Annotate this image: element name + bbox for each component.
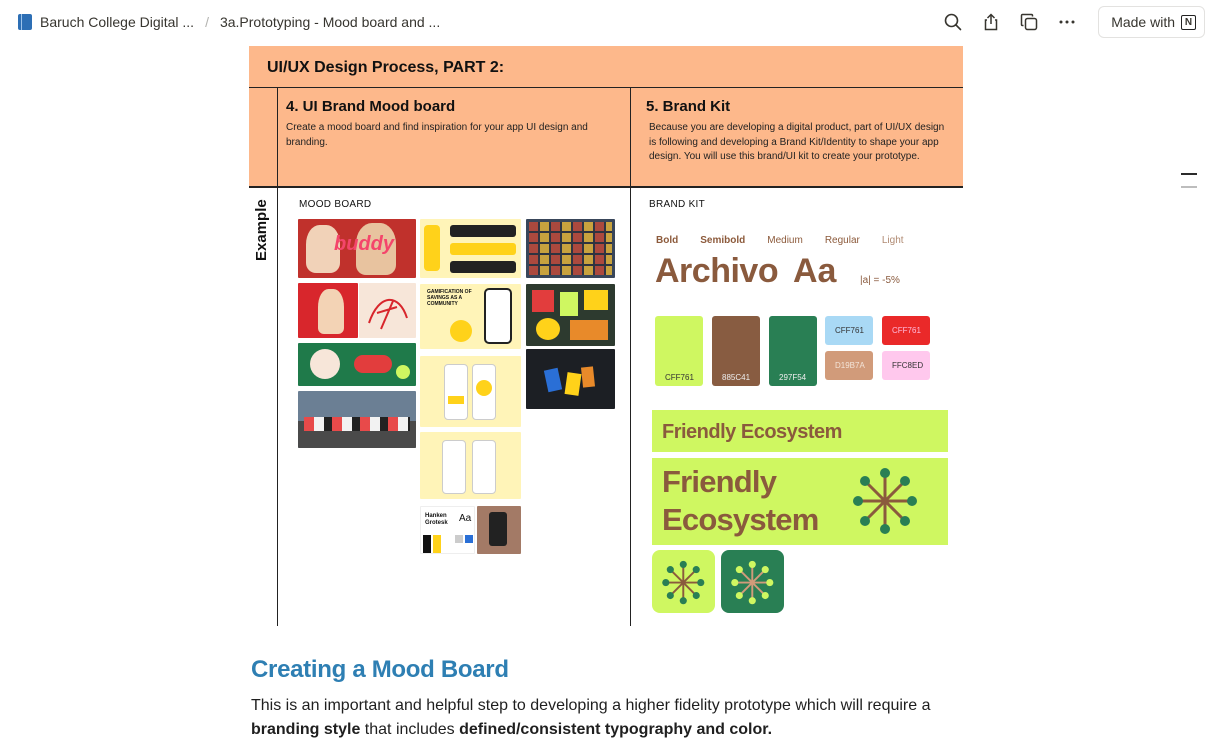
ecosystem-icon	[652, 550, 715, 613]
mood-ui-screens-2	[420, 432, 521, 499]
brand-banner-small	[652, 410, 948, 452]
hanken-text: Hanken Grotesk	[425, 513, 448, 526]
color-swatch: FFC8ED	[882, 351, 930, 380]
color-swatch: CFF761	[825, 316, 873, 345]
mood-stickers	[298, 343, 416, 386]
mood-photo-tags	[526, 349, 615, 409]
ecosystem-logo-icon	[852, 466, 918, 536]
para-text: This is an important and helpful step to developing a higher fidelity prototype which will require a	[251, 697, 931, 714]
color-swatch: 885C41	[712, 316, 760, 386]
breadcrumb-page[interactable]: 3a.Prototyping - Mood board and ...	[219, 14, 441, 30]
breadcrumb	[0, 14, 440, 30]
para-bold: defined/consistent typography and color.	[459, 721, 773, 738]
kerning-label: |a| = -5%	[860, 275, 900, 286]
banner-large-line2: Ecosystem	[662, 502, 819, 537]
example-label: Example	[253, 199, 270, 261]
font-sample: Aa	[793, 252, 837, 290]
ecosystem-icon	[721, 550, 784, 613]
duplicate-button[interactable]	[1010, 3, 1048, 41]
outline-marker[interactable]	[1181, 173, 1197, 175]
app-icon-light	[652, 550, 715, 613]
divider	[630, 87, 631, 626]
para-text: that includes	[360, 721, 460, 738]
header-title: UI/UX Design Process, PART 2:	[267, 59, 505, 76]
mood-photo-products	[526, 284, 615, 346]
section4-description: Create a mood board and find inspiration for your app UI design and branding.	[286, 122, 588, 148]
font-weights	[656, 235, 926, 246]
mood-photo-grid	[526, 219, 615, 278]
app-icon-dark	[721, 550, 784, 613]
weight-medium: Medium	[767, 235, 803, 246]
process-image	[249, 46, 963, 626]
mood-ui-yellow	[420, 219, 521, 278]
notion-logo-icon: N	[1181, 15, 1196, 30]
brand-banner-large	[652, 458, 948, 545]
weight-semibold: Semibold	[700, 235, 746, 246]
banner-small-text: Friendly Ecosystem	[662, 421, 842, 443]
body-paragraph	[251, 694, 971, 742]
search-button[interactable]	[934, 3, 972, 41]
brand-kit-label: BRAND KIT	[649, 199, 706, 210]
section4-title: 4. UI Brand Mood board	[286, 98, 456, 115]
buddy-logo-text: buddy	[334, 233, 394, 255]
mood-ui-screens	[420, 356, 521, 427]
section5-description: Because you are developing a digital product, part of UI/UX design is following and developing a Brand Kit/Identity to shape your app design. You will use this brand/UI kit to create your prototype.	[649, 122, 945, 162]
breadcrumb-separator: /	[205, 14, 209, 30]
section-heading: Creating a Mood Board	[251, 656, 509, 683]
outline-marker[interactable]	[1181, 186, 1197, 188]
mood-photo-phone	[477, 506, 521, 554]
mood-gamification	[420, 284, 521, 349]
more-options-button[interactable]	[1048, 3, 1086, 41]
mood-typography-card	[420, 506, 475, 554]
mood-photo-group	[298, 391, 416, 448]
share-icon	[982, 13, 1000, 31]
section5-title: 5. Brand Kit	[646, 98, 731, 115]
weight-light: Light	[881, 235, 904, 246]
hanken-aa: Aa	[459, 513, 472, 524]
color-swatch: CFF761	[882, 316, 930, 345]
top-actions	[934, 0, 1205, 44]
color-swatch: D19B7A	[825, 351, 873, 380]
para-bold: branding style	[251, 721, 361, 738]
weight-regular: Regular	[824, 235, 860, 246]
divider	[277, 87, 278, 626]
mood-illustration	[359, 283, 416, 338]
color-swatch: 297F54	[769, 316, 817, 386]
breadcrumb-workspace[interactable]: Baruch College Digital ...	[40, 14, 195, 30]
search-icon	[944, 13, 962, 31]
font-name: Archivo	[655, 252, 779, 290]
duplicate-icon	[1020, 13, 1038, 31]
banner-large-line1: Friendly	[662, 464, 777, 499]
mood-photo-friends	[298, 219, 416, 278]
book-icon	[18, 14, 32, 30]
made-with-label: Made with	[1111, 14, 1175, 30]
mood-photo-red	[298, 283, 358, 338]
share-button[interactable]	[972, 3, 1010, 41]
gamification-text: GAMIFICATION OF SAVINGS AS A COMMUNITY	[427, 289, 472, 307]
divider	[249, 186, 963, 188]
made-with-notion-button[interactable]	[1098, 6, 1205, 38]
more-icon	[1058, 13, 1076, 31]
divider	[249, 87, 963, 88]
weight-bold: Bold	[656, 235, 679, 246]
color-swatch: CFF761	[655, 316, 703, 386]
mood-board-label: MOOD BOARD	[299, 199, 372, 210]
